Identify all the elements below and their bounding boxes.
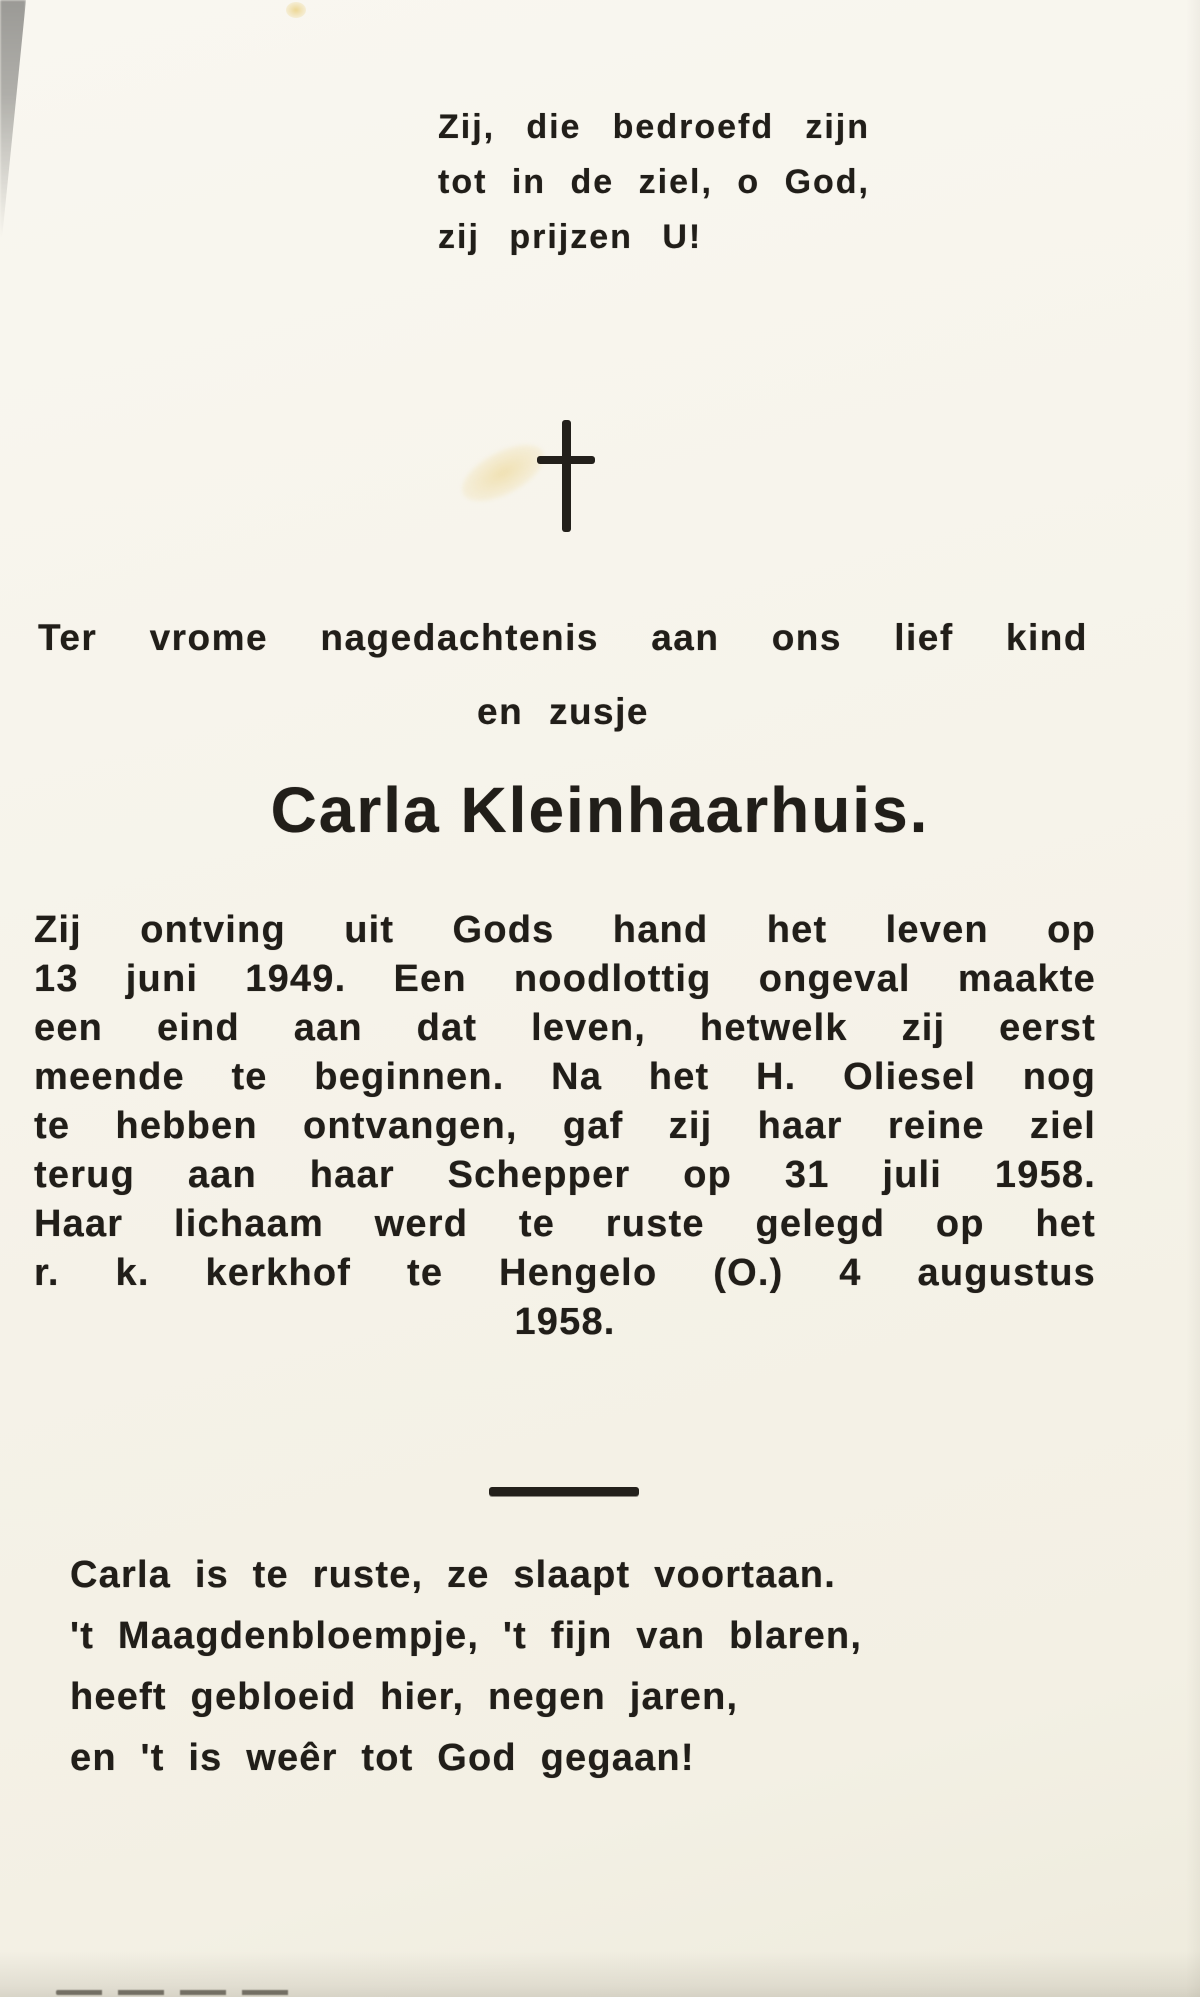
obituary-line: te hebben ontvangen, gaf zij haar reine ziel [34,1105,1096,1147]
verse-line: en 't is weêr tot God gegaan! [70,1737,695,1779]
opening-quote [438,100,870,265]
latin-cross-icon [537,420,595,532]
opening-quote-line: zij prijzen U! [438,218,703,256]
obituary-paragraph [34,906,1096,1347]
scan-artifact-corner-wedge [0,0,26,238]
obituary-line: een eind aan dat leven, hetwelk zij eerst [34,1007,1096,1049]
deceased-name: Carla Kleinhaarhuis. [270,774,930,846]
opening-quote-line: tot in de ziel, o God, [438,163,870,201]
verse-line: 't Maagdenbloempje, 't fijn van blaren, [70,1615,863,1657]
verse-line: heeft gebloeid hier, negen jaren, [70,1676,739,1718]
obituary-line: meende te beginnen. Na het H. Oliesel nog [34,1056,1096,1098]
obituary-line: 1958. [514,1301,616,1343]
verse-line: Carla is te ruste, ze slaapt voortaan. [70,1554,836,1596]
divider-line [489,1487,639,1496]
cross-horizontal-bar [537,456,595,464]
cross-vertical-bar [562,420,571,532]
dedication-line: en zusje [477,691,649,732]
obituary-line: r. k. kerkhof te Hengelo (O.) 4 augustus [34,1252,1096,1294]
scan-artifact-right-edge [1186,0,1200,1997]
dedication [38,612,1088,738]
opening-quote-line: Zij, die bedroefd zijn [438,108,870,146]
obituary-line: terug aan haar Schepper op 31 juli 1958. [34,1154,1096,1196]
obituary-line: Zij ontving uit Gods hand het leven op [34,909,1096,951]
dedication-line: Ter vrome nagedachtenis aan ons lief kind [38,617,1088,658]
obituary-line: 13 juni 1949. Een noodlottig ongeval maakte [34,958,1096,1000]
scan-artifact-yellow-fleck [286,2,306,18]
scan-artifact-bottom-marks [56,1990,296,1995]
memorial-verse [70,1545,1130,1789]
obituary-line: Haar lichaam werd te ruste gelegd op het [34,1203,1096,1245]
